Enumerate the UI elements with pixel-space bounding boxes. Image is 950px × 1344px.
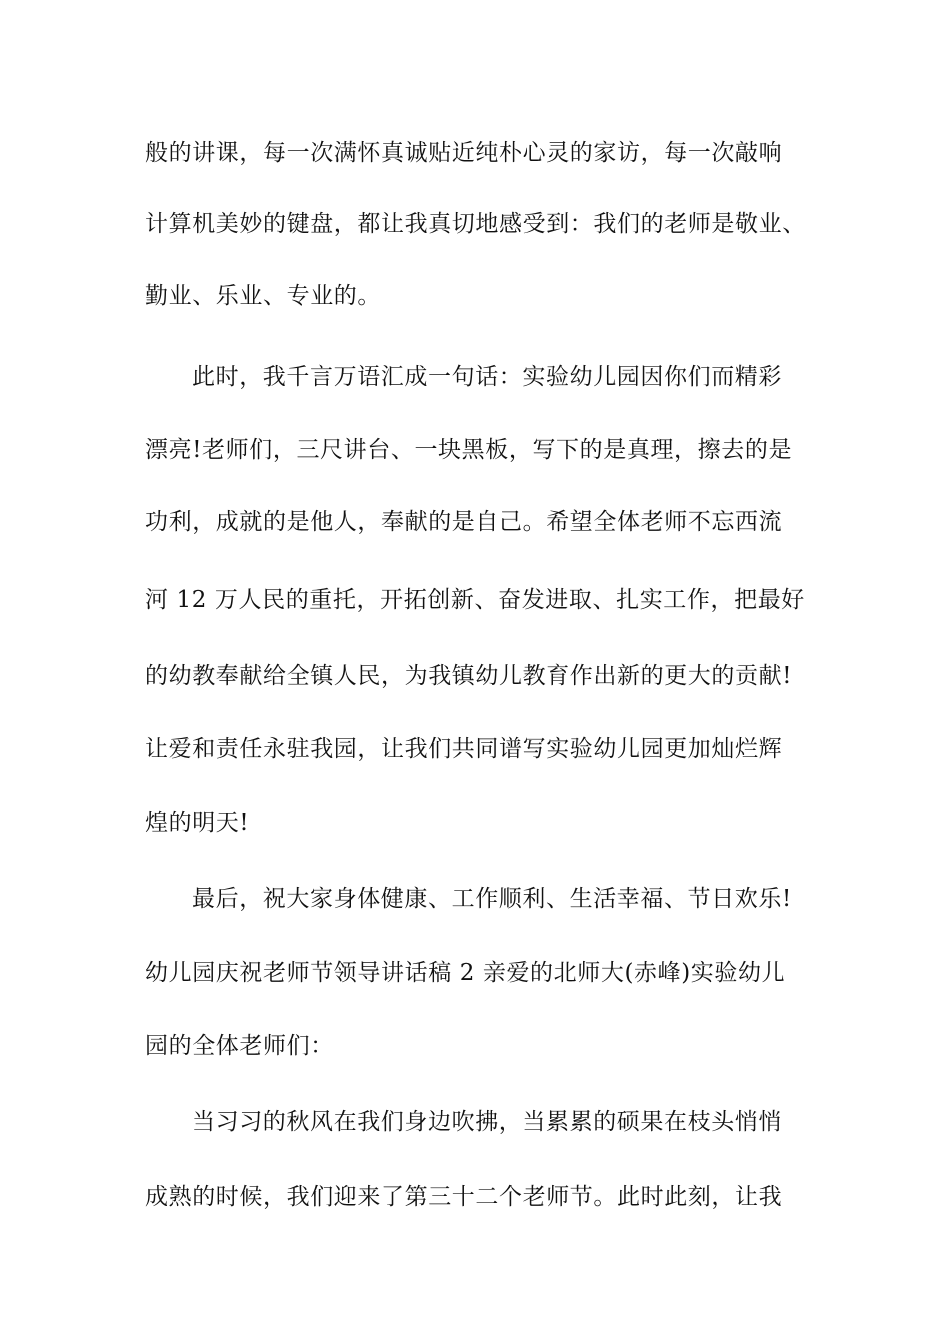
- text-line: 让爱和责任永驻我园，让我们共同谱写实验幼儿园更加灿烂辉: [145, 736, 783, 762]
- text-line: 煌的明天!: [145, 810, 250, 836]
- text-line: 功利，成就的是他人，奉献的是自己。希望全体老师不忘西流: [145, 509, 783, 535]
- paragraph-first-line: 此时，我千言万语汇成一句话：实验幼儿园因你们而精彩: [192, 364, 782, 390]
- text-line: 勤业、乐业、专业的。: [145, 283, 381, 309]
- section-heading-line: 幼儿园庆祝老师节领导讲话稿 2 亲爱的北师大(赤峰)实验幼儿: [145, 960, 786, 986]
- text-line: 河 12 万人民的重托，开拓创新、奋发进取、扎实工作，把最好: [145, 587, 805, 613]
- text-line: 成熟的时候，我们迎来了第三十二个老师节。此时此刻，让我: [145, 1184, 783, 1210]
- paragraph-first-line: 当习习的秋风在我们身边吹拂，当累累的硕果在枝头悄悄: [192, 1109, 782, 1135]
- text-line: 园的全体老师们：: [145, 1033, 334, 1059]
- text-line: 漂亮!老师们，三尺讲台、一块黑板，写下的是真理，擦去的是: [145, 437, 793, 463]
- text-line: 的幼教奉献给全镇人民，为我镇幼儿教育作出新的更大的贡献!: [145, 663, 793, 689]
- text-line: 计算机美妙的键盘，都让我真切地感受到：我们的老师是敬业、: [145, 211, 806, 237]
- paragraph-first-line: 最后，祝大家身体健康、工作顺利、生活幸福、节日欢乐!: [192, 886, 792, 912]
- text-line: 般的讲课，每一次满怀真诚贴近纯朴心灵的家访，每一次敲响: [145, 140, 783, 166]
